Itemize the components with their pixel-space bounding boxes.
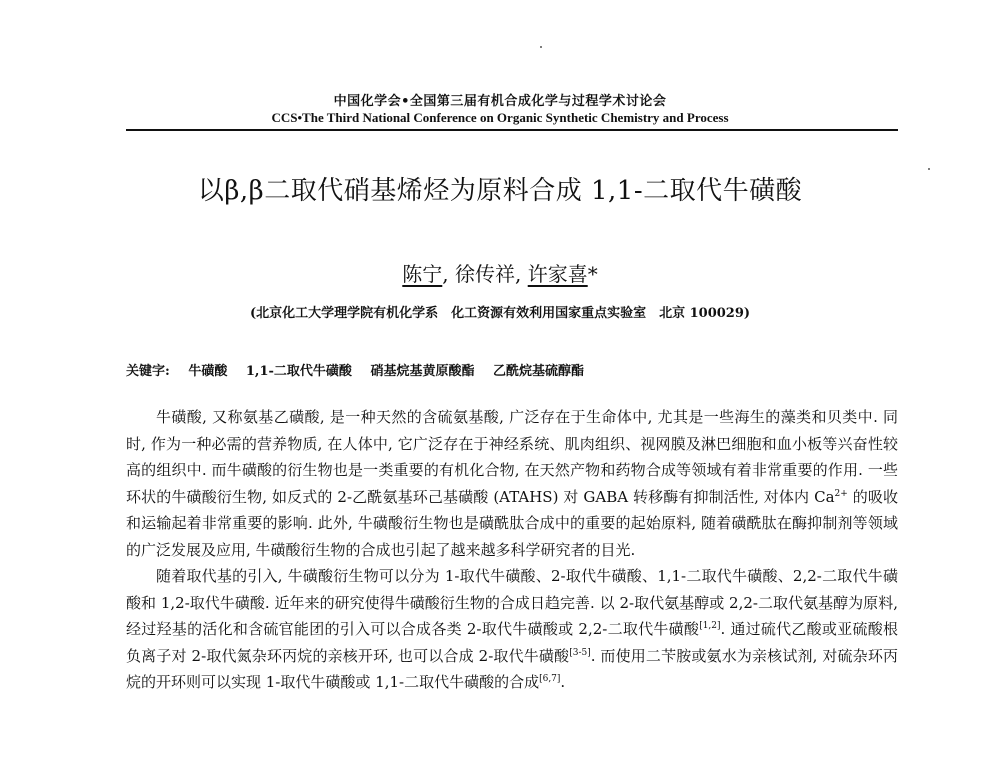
scan-speck: [540, 46, 542, 48]
author-name: 徐传祥: [455, 262, 515, 286]
keyword: 1,1-二取代牛磺酸: [245, 364, 352, 379]
author-name: 许家喜: [527, 262, 588, 286]
superscript: 2+: [834, 488, 848, 499]
header-rule: [126, 129, 898, 131]
keywords-label: 关键字:: [126, 364, 170, 379]
paragraph-text: 随着取代基的引入, 牛磺酸衍生物可以分为 1-取代牛磺酸、2-取代牛磺酸、1,1-二取代牛磺酸、2,2-二取代牛磺酸和 1,2-取代牛磺酸. 近年来的研究使得牛磺酸衍生物的合成日趋完善. 以 2-取代氨基醇或 2,2-二取代氨基醇为原料, 经过羟基的活化和含硫官能团的引入可以合成各类 2-取代牛磺酸或 2,2-二取代牛磺酸: [126, 567, 898, 638]
corresponding-author-mark: *: [587, 262, 598, 286]
keyword: 乙酰烷基硫醇酯: [492, 364, 584, 379]
author-name: 陈宁: [402, 262, 443, 286]
author-separator: ,: [442, 262, 455, 286]
conference-header-zh: 中国化学会•全国第三届有机合成化学与过程学术讨论会: [333, 94, 667, 109]
citation: [1,2]: [699, 621, 721, 631]
paragraph-text: .: [560, 673, 566, 691]
paragraph-2: [126, 563, 898, 696]
paragraph-text: 牛磺酸, 又称氨基乙磺酸, 是一种天然的含硫氨基酸, 广泛存在于生命体中, 尤其是一些海生的藻类和贝类中. 同时, 作为一种必需的营养物质, 在人体中, 它广泛存在于神经系统、肌肉组织、视网膜及淋巴细胞和血小板等兴奋性较高的组织中. 而牛磺酸的衍生物也是一类重要的有机化合物, 在天然产物和药物合成等领域有着非常重要的作用. 一些环状的牛磺酸衍生物, 如反式的 2-乙酰氨基环己基磺酸 (ATAHS) 对 GABA 转移酶有抑制活性, 对体内 Ca: [126, 408, 898, 506]
paragraph-text: . 通过硫代乙酸或亚硫酸根负离子对 2-取代氮杂环丙烷的亲核开环, 也可以合成 2-取代牛磺酸: [126, 620, 898, 665]
paragraph-text: 的吸收和运输起着非常重要的影响. 此外, 牛磺酸衍生物也是磺酰肽合成中的重要的起始原料, 随着磺酰肽在酶抑制剂等领域的广泛发展及应用, 牛磺酸衍生物的合成也引起了越来越多科学研究者的目光.: [126, 487, 898, 559]
affiliation: (北京化工大学理学院有机化学系 化工资源有效利用国家重点实验室 北京 100029): [249, 306, 751, 321]
keyword: 硝基烷基黄原酸酯: [370, 364, 475, 379]
author-separator: ,: [515, 262, 528, 286]
paragraph-text: . 而使用二苄胺或氨水为亲核试剂, 对硫杂环丙烷的开环则可以实现 1-取代牛磺酸或 1,1-二取代牛磺酸的合成: [126, 646, 898, 691]
keywords: [126, 360, 906, 379]
author-list: [0, 258, 1000, 287]
conference-header-en: CCS•The Third National Conference on Organic Synthetic Chemistry and Process: [271, 110, 729, 125]
body-text: [126, 404, 898, 696]
keyword: 牛磺酸: [188, 364, 228, 379]
citation: [6,7]: [539, 674, 561, 684]
citation: [3-5]: [569, 647, 591, 658]
paragraph-1: [126, 404, 898, 563]
paper-title: 以β,β二取代硝基烯烃为原料合成 1,1-二取代牛磺酸: [197, 176, 803, 206]
